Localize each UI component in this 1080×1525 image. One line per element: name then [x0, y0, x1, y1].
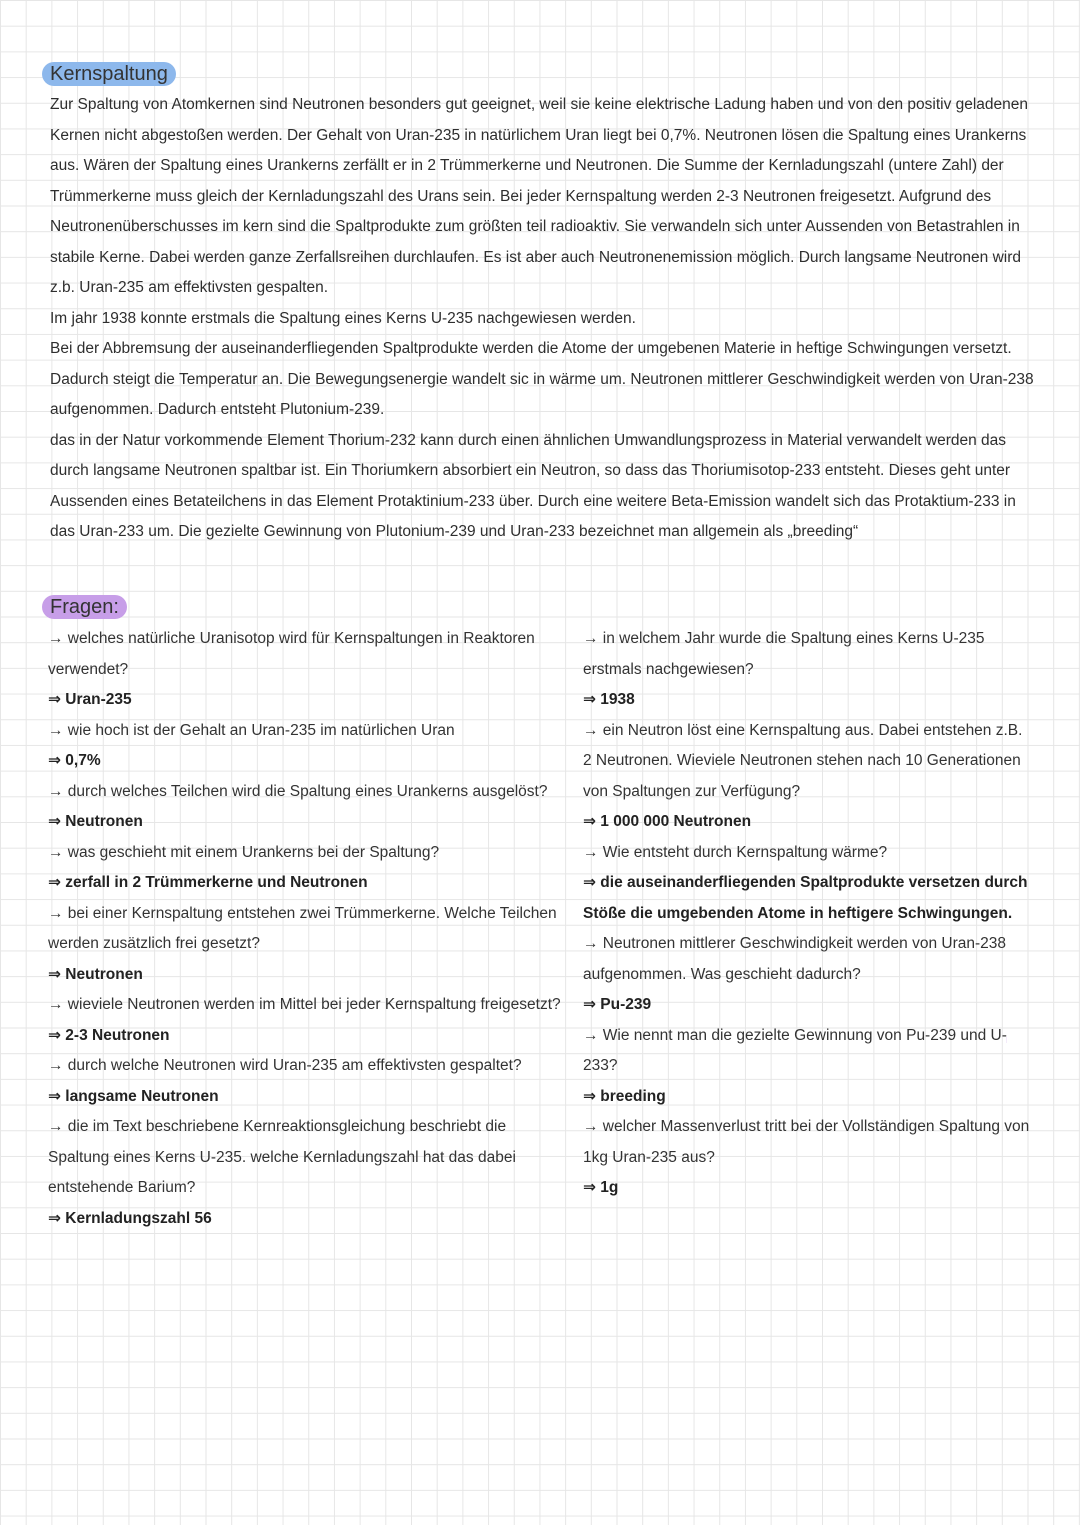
section-heading-fragen: Fragen:	[42, 595, 127, 619]
question: → welcher Massenverlust tritt bei der Vollständigen Spaltung von 1kg Uran-235 aus?	[583, 1118, 1030, 1166]
answer: ⇒ breeding	[583, 1087, 666, 1105]
question: → durch welches Teilchen wird die Spaltung eines Urankerns ausgelöst?	[48, 782, 548, 800]
answer: ⇒ 1 000 000 Neutronen	[583, 813, 752, 830]
intro-paragraph: Bei der Abbremsung der auseinanderfliegenden Spaltprodukte werden die Atome der umgebenen Materie in heftige Schwingungen versetzt. Dadurch steigt die Temperatur an. Die Bewegungsenergie wandelt sic in wärme um. Neutronen mittlerer Geschwindigkeit werden von Uran-238 aufgenommen. Dadurch entsteht Plutonium-239.	[50, 340, 1034, 418]
section-heading-kernspaltung: Kernspaltung	[42, 62, 176, 86]
intro-paragraph: das in der Natur vorkommende Element Thorium-232 kann durch einen ähnlichen Umwandlungsprozess in Material verwandelt werden das durch langsame Neutronen spaltbar ist. Ein Thoriumkern absorbiert ein Neutron, so dass das Thoriumisotop-233 entsteht. Dieses geht unter Aussenden eines Betateilchens in das Element Protaktinium-233 über. Durch eine weitere Beta-Emission wandelt sich das Protaktium-233 in das Uran-233 um. Die gezielte Gewinnung von Plutonium-239 und Uran-233 bezeichnet man allgemein als „breeding“	[50, 431, 1016, 540]
answer: ⇒ langsame Neutronen	[48, 1087, 219, 1105]
answer: ⇒ Uran-235	[48, 691, 132, 708]
answer: ⇒ 1938	[583, 691, 635, 708]
question: → durch welche Neutronen wird Uran-235 am effektivsten gespaltet?	[48, 1057, 522, 1074]
question: → bei einer Kernspaltung entstehen zwei Trümmerkerne. Welche Teilchen werden zusätzlich frei gesetzt?	[48, 904, 557, 952]
question: → die im Text beschriebene Kernreaktionsgleichung beschriebt die Spaltung eines Kerns U-235. welche Kernladungszahl hat das dabei entstehende Barium?	[48, 1118, 516, 1196]
question: → wieviele Neutronen werden im Mittel bei jeder Kernspaltung freigesetzt?	[48, 996, 561, 1013]
answer: ⇒ Kernladungszahl 56	[48, 1209, 212, 1227]
answer: ⇒ Neutronen	[48, 965, 143, 983]
question: → Wie entsteht durch Kernspaltung wärme?	[583, 843, 888, 861]
question: → wie hoch ist der Gehalt an Uran-235 im natürlichen Uran	[48, 721, 455, 739]
intro-paragraph: Im jahr 1938 konnte erstmals die Spaltung eines Kerns U-235 nachgewiesen werden.	[50, 309, 636, 327]
question: → ein Neutron löst eine Kernspaltung aus. Dabei entstehen z.B. 2 Neutronen. Wieviele Neutronen stehen nach 10 Generationen von Spaltungen zur Verfügung?	[583, 721, 1023, 800]
answer: ⇒ 2-3 Neutronen	[48, 1026, 170, 1044]
answer: ⇒ Neutronen	[48, 813, 143, 830]
intro-paragraph: Zur Spaltung von Atomkernen sind Neutronen besonders gut geeignet, weil sie keine elektrische Ladung haben und von den positiv geladenen Kernen nicht abgestoßen werden. Der Gehalt von Uran-235 in natürlichem Uran liegt bei 0,7%. Neutronen lösen die Spaltung eines Urankerns aus. Wären der Spaltung eines Urankerns zerfällt er in 2 Trümmerkerne und Neutronen. Die Summe der Kernladungszahl (untere Zahl) der Trümmerkerne muss gleich der Kernladungszahl des Urans sein. Bei jeder Kernspaltung werden 2-3 Neutronen freigesetzt. Aufgrund des Neutronenüberschusses im kern sind die Spaltprodukte zum größten teil radioaktiv. Sie verwandeln sich unter Aussenden von Betastrahlen in stabile Kerne. Dabei werden ganze Zerfallsreihen durchlaufen. Es ist aber auch Neutronenemission möglich. Durch langsame Neutronen wird z.b. Uran-235 am effektivsten gespalten.	[50, 96, 1029, 296]
intro-text	[50, 90, 1040, 548]
answer: ⇒ zerfall in 2 Trümmerkerne und Neutronen	[48, 874, 368, 891]
question: → was geschieht mit einem Urankerns bei der Spaltung?	[48, 843, 440, 861]
answer: ⇒ 0,7%	[48, 752, 101, 769]
questions-left-column	[48, 624, 568, 1234]
question: → in welchem Jahr wurde die Spaltung eines Kerns U-235 erstmals nachgewiesen?	[583, 630, 985, 678]
question: → Wie nennt man die gezielte Gewinnung von Pu-239 und U-233?	[583, 1026, 1007, 1074]
question: → Neutronen mittlerer Geschwindigkeit werden von Uran-238 aufgenommen. Was geschieht dadurch?	[583, 935, 1007, 983]
questions-right-column	[583, 624, 1033, 1204]
answer: ⇒ die auseinanderfliegenden Spaltprodukte versetzen durch Stöße die umgebenden Atome in heftigere Schwingungen.	[583, 874, 1028, 922]
answer: ⇒ 1g	[583, 1179, 619, 1196]
answer: ⇒ Pu-239	[583, 996, 652, 1013]
question: → welches natürliche Uranisotop wird für Kernspaltungen in Reaktoren verwendet?	[48, 630, 535, 678]
